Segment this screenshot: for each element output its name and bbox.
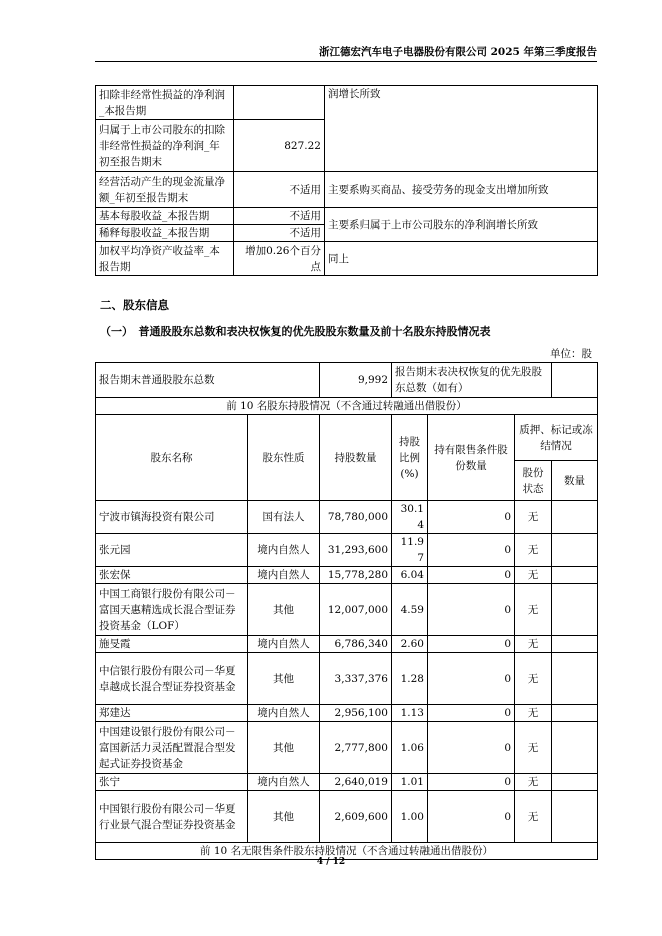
holder-name: 中国建设银行股份有限公司－富国新活力灵活配置混合型发起式证券投资基金 (96, 722, 248, 774)
table-row (96, 653, 598, 705)
value-cell (234, 86, 325, 120)
value-cell: 增加0.26个百分点 (234, 242, 325, 276)
holder-ratio: 1.06 (392, 722, 428, 774)
holder-ratio: 1.13 (392, 705, 428, 722)
holder-status: 无 (515, 791, 552, 843)
holder-shares: 2,640,019 (320, 774, 392, 791)
holder-restricted: 0 (428, 636, 515, 653)
holder-ratio: 11.97 (392, 534, 428, 567)
col-pledge: 质押、标记或冻结情况 (515, 415, 598, 461)
holder-status: 无 (515, 636, 552, 653)
holder-status: 无 (515, 534, 552, 567)
unrestricted-caption: 前 10 名无限售条件股东持股情况（不含通过转融通出借股份） (96, 843, 598, 860)
holder-status: 无 (515, 722, 552, 774)
holder-shares: 12,007,000 (320, 584, 392, 636)
table-row (96, 208, 598, 225)
holder-ratio: 4.59 (392, 584, 428, 636)
holder-restricted: 0 (428, 653, 515, 705)
holder-shares: 78,780,000 (320, 501, 392, 534)
holder-name: 张元园 (96, 534, 248, 567)
holder-shares: 2,777,800 (320, 722, 392, 774)
holder-restricted: 0 (428, 584, 515, 636)
item-cell: 扣除非经常性损益的净利润_本报告期 (96, 86, 234, 120)
value-cell: 827.22 (234, 120, 325, 172)
col-shares: 持股数量 (320, 415, 392, 501)
holder-shares: 2,956,100 (320, 705, 392, 722)
value-cell: 不适用 (234, 172, 325, 208)
holder-qty (552, 567, 598, 584)
table-row (96, 242, 598, 276)
holder-qty (552, 584, 598, 636)
value-cell: 不适用 (234, 225, 325, 242)
col-nature: 股东性质 (248, 415, 320, 501)
table-row (96, 584, 598, 636)
item-cell: 加权平均净资产收益率_本报告期 (96, 242, 234, 276)
holder-nature: 其他 (248, 791, 320, 843)
holder-ratio: 6.04 (392, 567, 428, 584)
holder-shares: 15,778,280 (320, 567, 392, 584)
col-pledge-qty: 数量 (552, 461, 598, 501)
col-ratio: 持股比例(%) (392, 415, 428, 501)
header-rule (95, 61, 597, 62)
table-row (96, 774, 598, 791)
section-title: 二、股东信息 (100, 298, 169, 312)
total-holders-value: 9,992 (320, 363, 392, 398)
holder-nature: 境内自然人 (248, 774, 320, 791)
table-row (96, 501, 598, 534)
table-row (96, 86, 598, 120)
holder-qty (552, 636, 598, 653)
item-cell: 稀释每股收益_本报告期 (96, 225, 234, 242)
col-restricted: 持有限售条件股份数量 (428, 415, 515, 501)
holder-restricted: 0 (428, 567, 515, 584)
holder-ratio: 1.28 (392, 653, 428, 705)
holder-shares: 31,293,600 (320, 534, 392, 567)
holder-name: 宁波市镇海投资有限公司 (96, 501, 248, 534)
holder-nature: 其他 (248, 653, 320, 705)
holder-restricted: 0 (428, 705, 515, 722)
holder-name: 郑建达 (96, 705, 248, 722)
pref-holders-label: 报告期末表决权恢复的优先股股东总数（如有） (392, 363, 552, 398)
table-row (96, 791, 598, 843)
holder-name: 中国工商银行股份有限公司－富国天惠精选成长混合型证券投资基金（LOF） (96, 584, 248, 636)
holder-name: 张宁 (96, 774, 248, 791)
holder-status: 无 (515, 705, 552, 722)
reason-cell: 润增长所致 (325, 86, 598, 172)
holder-qty (552, 501, 598, 534)
holder-qty (552, 653, 598, 705)
holder-restricted: 0 (428, 774, 515, 791)
indicator-change-table (95, 85, 598, 276)
holder-ratio: 1.01 (392, 774, 428, 791)
unit-label: 单位：股 (550, 348, 592, 360)
reason-cell: 同上 (325, 242, 598, 276)
holder-shares: 6,786,340 (320, 636, 392, 653)
item-cell: 归属于上市公司股东的扣除非经常性损益的净利润_年初至报告期末 (96, 120, 234, 172)
holder-nature: 国有法人 (248, 501, 320, 534)
holder-nature: 境内自然人 (248, 636, 320, 653)
reason-cell: 主要系购买商品、接受劳务的现金支出增加所致 (325, 172, 598, 208)
table-row (96, 705, 598, 722)
subsection-title: （一） 普通股股东总数和表决权恢复的优先股股东数量及前十名股东持股情况表 (100, 325, 491, 338)
holder-restricted: 0 (428, 501, 515, 534)
holder-status: 无 (515, 774, 552, 791)
page-header: 浙江德宏汽车电子电器股份有限公司 2025 年第三季度报告 (318, 46, 597, 58)
holder-restricted: 0 (428, 791, 515, 843)
shareholder-table (95, 362, 598, 860)
table-row (96, 172, 598, 208)
holder-nature: 其他 (248, 584, 320, 636)
holder-ratio: 2.60 (392, 636, 428, 653)
holder-name: 施旻霞 (96, 636, 248, 653)
holder-shares: 3,337,376 (320, 653, 392, 705)
holder-nature: 境内自然人 (248, 534, 320, 567)
holder-qty (552, 534, 598, 567)
holder-status: 无 (515, 584, 552, 636)
header-row (96, 415, 598, 461)
item-cell: 基本每股收益_本报告期 (96, 208, 234, 225)
holder-qty (552, 774, 598, 791)
item-cell: 经营活动产生的现金流量净额_年初至报告期末 (96, 172, 234, 208)
holder-name: 中国银行股份有限公司－华夏行业景气混合型证券投资基金 (96, 791, 248, 843)
holder-name: 张宏保 (96, 567, 248, 584)
summary-row (96, 363, 598, 398)
holder-restricted: 0 (428, 722, 515, 774)
value-cell: 不适用 (234, 208, 325, 225)
col-pledge-status: 股份状态 (515, 461, 552, 501)
holder-shares: 2,609,600 (320, 791, 392, 843)
holder-qty (552, 722, 598, 774)
holder-nature: 其他 (248, 722, 320, 774)
holder-ratio: 1.00 (392, 791, 428, 843)
table-row (96, 534, 598, 567)
holder-nature: 境内自然人 (248, 567, 320, 584)
holder-status: 无 (515, 567, 552, 584)
holder-qty (552, 791, 598, 843)
holder-qty (552, 705, 598, 722)
table-row (96, 567, 598, 584)
col-name: 股东名称 (96, 415, 248, 501)
page-number: 4 / 12 (316, 857, 346, 867)
holder-restricted: 0 (428, 534, 515, 567)
holder-status: 无 (515, 653, 552, 705)
holder-name: 中信银行股份有限公司－华夏卓越成长混合型证券投资基金 (96, 653, 248, 705)
table-row (96, 722, 598, 774)
table-row (96, 636, 598, 653)
top10-caption: 前 10 名股东持股情况（不含通过转融通出借股份） (96, 398, 598, 415)
caption-row (96, 398, 598, 415)
total-holders-label: 报告期末普通股股东总数 (96, 363, 320, 398)
holder-status: 无 (515, 501, 552, 534)
holder-nature: 境内自然人 (248, 705, 320, 722)
holder-ratio: 30.14 (392, 501, 428, 534)
pref-holders-value (552, 363, 598, 398)
reason-cell: 主要系归属于上市公司股东的净利润增长所致 (325, 208, 598, 242)
